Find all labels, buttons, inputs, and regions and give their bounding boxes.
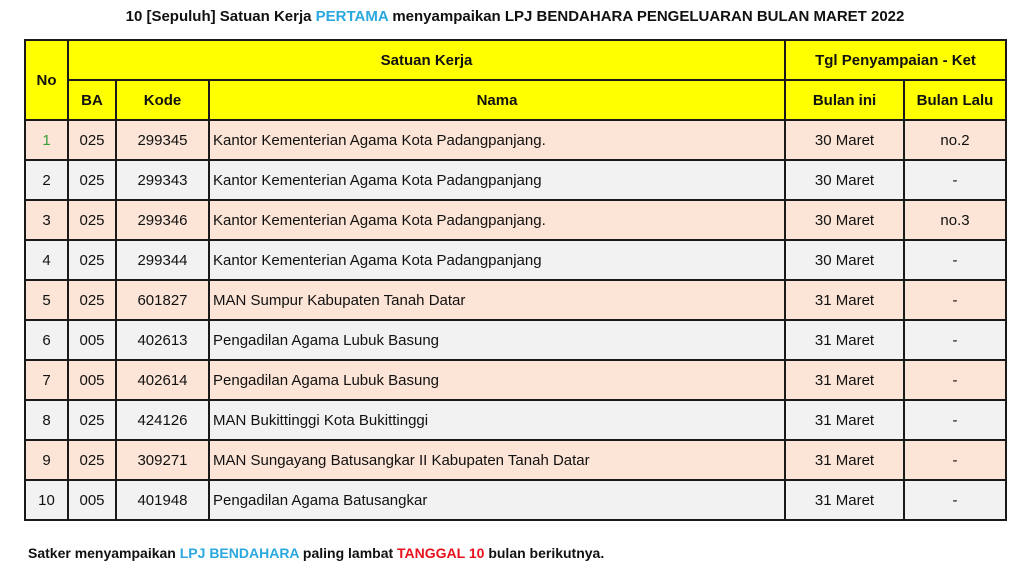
table-row xyxy=(25,480,1006,520)
table-row xyxy=(25,200,1006,240)
cell-kode: 309271 xyxy=(116,440,209,480)
lpj-table xyxy=(24,39,1007,521)
cell-bulan-lalu: - xyxy=(904,280,1006,320)
cell-bulan-lalu: - xyxy=(904,320,1006,360)
title-highlight: PERTAMA xyxy=(315,8,389,25)
header-tgl-penyampaian: Tgl Penyampaian - Ket xyxy=(785,40,1006,80)
title-part1: 10 [Sepuluh] Satuan Kerja xyxy=(125,8,316,25)
cell-nama: Pengadilan Agama Lubuk Basung xyxy=(209,320,785,360)
cell-ba: 025 xyxy=(68,280,116,320)
cell-ba: 025 xyxy=(68,160,116,200)
cell-bulan-lalu: - xyxy=(904,160,1006,200)
cell-kode: 402614 xyxy=(116,360,209,400)
table-row xyxy=(25,360,1006,400)
footer-part3: bulan berikutnya. xyxy=(484,545,605,561)
cell-bulan-ini: 30 Maret xyxy=(785,240,904,280)
cell-nama: Kantor Kementerian Agama Kota Padangpanjang. xyxy=(209,120,785,160)
cell-bulan-lalu: - xyxy=(904,440,1006,480)
cell-bulan-lalu: - xyxy=(904,480,1006,520)
cell-kode: 401948 xyxy=(116,480,209,520)
cell-bulan-ini: 31 Maret xyxy=(785,440,904,480)
footer-part1: Satker menyampaikan xyxy=(28,545,180,561)
table-row xyxy=(25,240,1006,280)
cell-no: 5 xyxy=(25,280,68,320)
cell-bulan-ini: 30 Maret xyxy=(785,120,904,160)
cell-bulan-ini: 31 Maret xyxy=(785,400,904,440)
cell-bulan-ini: 31 Maret xyxy=(785,480,904,520)
cell-nama: MAN Sungayang Batusangkar II Kabupaten Tanah Datar xyxy=(209,440,785,480)
header-no: No xyxy=(25,40,68,120)
cell-bulan-lalu: - xyxy=(904,360,1006,400)
footer-note xyxy=(28,545,604,561)
cell-ba: 005 xyxy=(68,320,116,360)
cell-nama: Pengadilan Agama Batusangkar xyxy=(209,480,785,520)
footer-highlight-lpj: LPJ BENDAHARA xyxy=(179,545,300,561)
table-row xyxy=(25,160,1006,200)
cell-kode: 601827 xyxy=(116,280,209,320)
cell-no: 6 xyxy=(25,320,68,360)
cell-kode: 424126 xyxy=(116,400,209,440)
header-bulan-lalu: Bulan Lalu xyxy=(904,80,1006,120)
table-row xyxy=(25,400,1006,440)
cell-no: 2 xyxy=(25,160,68,200)
page-title xyxy=(0,8,1024,25)
cell-bulan-ini: 30 Maret xyxy=(785,200,904,240)
cell-ba: 025 xyxy=(68,120,116,160)
cell-ba: 025 xyxy=(68,200,116,240)
header-bulan-ini: Bulan ini xyxy=(785,80,904,120)
cell-no: 1 xyxy=(25,120,68,160)
cell-bulan-lalu: no.2 xyxy=(904,120,1006,160)
cell-ba: 025 xyxy=(68,440,116,480)
cell-nama: Pengadilan Agama Lubuk Basung xyxy=(209,360,785,400)
cell-bulan-lalu: - xyxy=(904,240,1006,280)
cell-kode: 402613 xyxy=(116,320,209,360)
cell-no: 7 xyxy=(25,360,68,400)
cell-nama: Kantor Kementerian Agama Kota Padangpanjang. xyxy=(209,200,785,240)
cell-bulan-lalu: - xyxy=(904,400,1006,440)
header-ba: BA xyxy=(68,80,116,120)
cell-nama: MAN Bukittinggi Kota Bukittinggi xyxy=(209,400,785,440)
header-kode: Kode xyxy=(116,80,209,120)
cell-kode: 299343 xyxy=(116,160,209,200)
cell-ba: 025 xyxy=(68,400,116,440)
cell-bulan-ini: 31 Maret xyxy=(785,280,904,320)
cell-bulan-ini: 31 Maret xyxy=(785,360,904,400)
table-row xyxy=(25,440,1006,480)
footer-part2: paling lambat xyxy=(299,545,398,561)
cell-nama: Kantor Kementerian Agama Kota Padangpanjang xyxy=(209,160,785,200)
cell-bulan-lalu: no.3 xyxy=(904,200,1006,240)
cell-nama: MAN Sumpur Kabupaten Tanah Datar xyxy=(209,280,785,320)
cell-no: 8 xyxy=(25,400,68,440)
cell-ba: 025 xyxy=(68,240,116,280)
header-satuan-kerja: Satuan Kerja xyxy=(68,40,785,80)
header-nama: Nama xyxy=(209,80,785,120)
cell-nama: Kantor Kementerian Agama Kota Padangpanjang xyxy=(209,240,785,280)
title-part2: menyampaikan LPJ BENDAHARA PENGELUARAN BULAN MARET 2022 xyxy=(388,8,905,25)
cell-no: 9 xyxy=(25,440,68,480)
footer-highlight-tanggal: TANGGAL 10 xyxy=(397,545,485,561)
cell-no: 10 xyxy=(25,480,68,520)
cell-kode: 299346 xyxy=(116,200,209,240)
cell-bulan-ini: 31 Maret xyxy=(785,320,904,360)
table-row xyxy=(25,320,1006,360)
table-row xyxy=(25,120,1006,160)
cell-bulan-ini: 30 Maret xyxy=(785,160,904,200)
cell-kode: 299344 xyxy=(116,240,209,280)
cell-no: 3 xyxy=(25,200,68,240)
table-row xyxy=(25,280,1006,320)
cell-no: 4 xyxy=(25,240,68,280)
cell-kode: 299345 xyxy=(116,120,209,160)
cell-ba: 005 xyxy=(68,480,116,520)
cell-ba: 005 xyxy=(68,360,116,400)
